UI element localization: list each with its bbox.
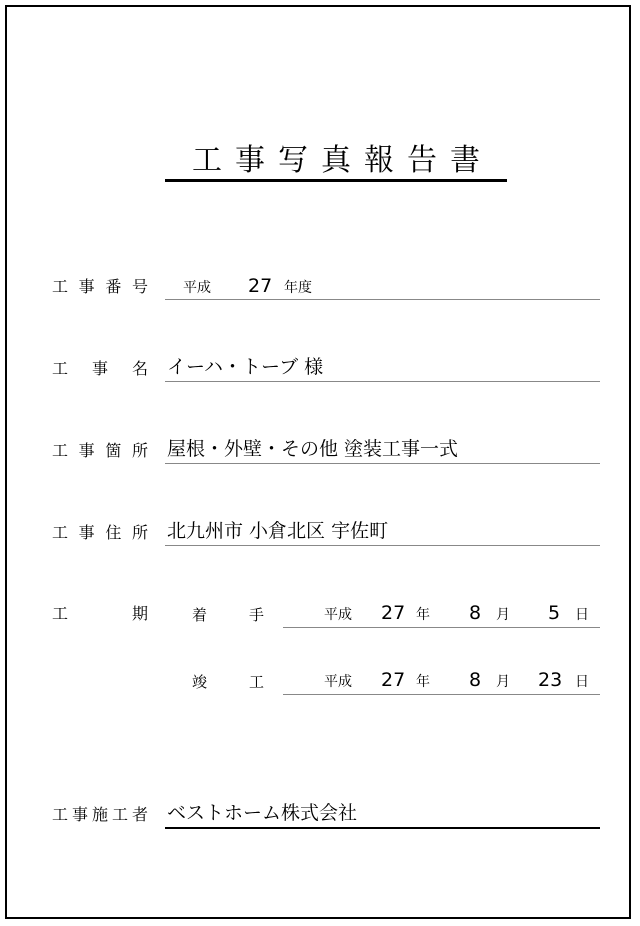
document-title: 工事写真報告書 [192,143,493,178]
label-char: 事 [78,523,95,542]
end-day-unit: 日 [575,674,589,690]
label-construction-address [52,523,148,543]
label-char: 番 [105,277,122,296]
end-month-unit: 月 [496,674,510,690]
name-underline [165,381,600,382]
label-char: 着 [192,606,208,624]
contractor-underline [165,827,600,829]
label-char: 手 [248,606,264,624]
title-underline [165,179,507,182]
start-day: 5 [548,602,561,624]
label-char: 工 [111,805,128,824]
label-char: 工 [248,673,264,691]
number-underline [165,299,600,300]
label-contractor [52,805,148,825]
address-underline [165,545,600,546]
label-char: 所 [131,523,148,542]
label-char: 所 [131,441,148,460]
label-char: 工 [52,277,69,296]
label-char: 工 [52,523,69,542]
start-underline [283,627,600,628]
label-construction-period [52,604,148,624]
label-construction-place [52,441,148,461]
label-char: 工 [52,441,69,460]
label-construction-number [52,277,148,297]
end-underline [283,694,600,695]
construction-place-value: 屋根・外壁・その他 塗装工事一式 [167,438,459,460]
label-char: 号 [131,277,148,296]
label-construction-name [52,359,148,379]
start-day-unit: 日 [575,607,589,623]
number-year: 27 [248,275,273,297]
label-char: 住 [105,523,122,542]
label-end [192,672,264,692]
start-era: 平成 [324,607,352,623]
label-char: 事 [78,277,95,296]
label-char: 施 [91,805,108,824]
label-char: 名 [131,359,148,378]
end-month: 8 [469,669,482,691]
label-char: 者 [131,805,148,824]
start-month: 8 [469,602,482,624]
start-year: 27 [381,602,406,624]
construction-address-value: 北九州市 小倉北区 宇佐町 [167,520,389,542]
number-era: 平成 [183,280,211,296]
label-char: 工 [52,805,69,824]
number-year-suffix: 年度 [284,280,312,296]
label-char: 事 [78,441,95,460]
end-year: 27 [381,669,406,691]
start-month-unit: 月 [496,607,510,623]
label-char: 期 [131,604,148,623]
label-char: 箇 [105,441,122,460]
label-start [192,605,264,625]
label-char: 事 [91,359,108,378]
place-underline [165,463,600,464]
end-era: 平成 [324,674,352,690]
label-char: 工 [52,359,69,378]
contractor-value: ベストホーム株式会社 [167,802,358,824]
label-char: 事 [71,805,88,824]
label-char: 工 [52,604,69,623]
construction-name-value: イーハ・トーブ 様 [167,356,324,378]
label-char: 竣 [192,673,208,691]
end-year-unit: 年 [416,674,430,690]
end-day: 23 [538,669,563,691]
start-year-unit: 年 [416,607,430,623]
